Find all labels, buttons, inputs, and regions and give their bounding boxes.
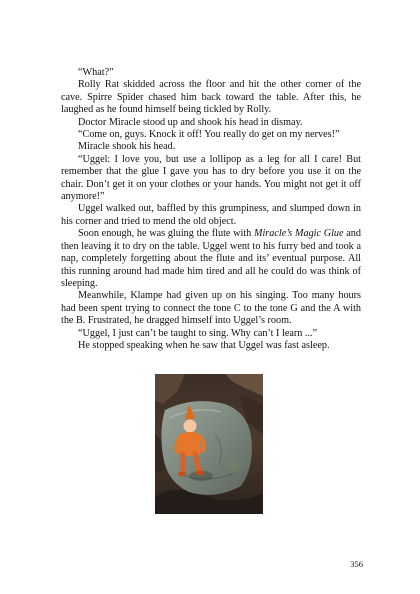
- story-text: [61, 67, 361, 352]
- paragraph: Miracle shook his head.: [78, 141, 176, 153]
- paragraph: Doctor Miracle stood up and shook his head in dismay.: [78, 116, 303, 128]
- paragraph: Rolly Rat skidded across the floor and hit the other corner of the cave. Spirre Spider chased him back toward the table. After this, he laughed as he found himself being tickled by Rolly.: [61, 79, 361, 116]
- paragraph: Meanwhile, Klampe had given up on his singing. Too many hours had been spent trying to connect the tone C to the tone G and the A with the B. Frustrated, he dragged himself into Uggel’s room.: [61, 290, 361, 327]
- paragraph: “Uggel, I just can’t be taught to sing. Why can’t I learn ...”: [78, 327, 318, 339]
- page-number: 356: [350, 559, 363, 569]
- paragraph: “What?”: [78, 67, 114, 78]
- paragraph-segment: Soon enough, he was gluing the flute with: [78, 228, 254, 240]
- glue-name-italic: Miracle’s Magic Glue: [253, 228, 344, 240]
- paragraph: “Come on, guys. Knock it off! You really do get on my nerves!”: [78, 129, 340, 141]
- paragraph: He stopped speaking when he saw that Uggel was fast asleep.: [78, 339, 330, 351]
- paragraph: Uggel walked out, baffled by this grumpiness, and slumped down in his corner and tried to mend the old object.: [61, 203, 361, 227]
- paragraph-segment: and then leaving it to dry on the table. Uggel went to his furry bed and took a nap, completely forgetting about the flute and its’ eventual purpose. All this running around had made him tired and all he could do was think of sleeping.: [61, 228, 361, 289]
- paragraph: “Uggel: I love you, but use a lollipop as a leg for all I care! But remember that the glue I gave you has to dry before you use it on the chair. Don’t get it on your clothes or your hands. You might not get it off anymore!”: [61, 153, 361, 203]
- photo-drawing: [155, 374, 263, 514]
- paragraph-with-italic: [61, 228, 361, 290]
- gnome-on-rock-photo: [155, 374, 263, 514]
